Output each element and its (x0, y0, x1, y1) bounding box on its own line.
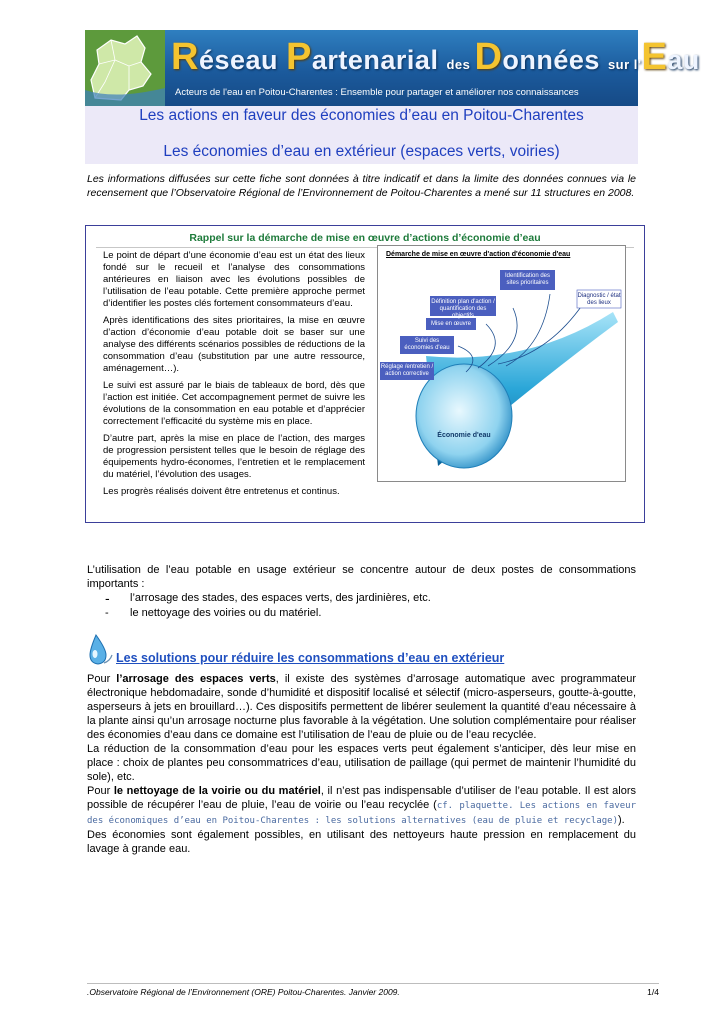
diagram-label-economie: Économie d'eau (437, 432, 491, 439)
page-footer (87, 983, 659, 997)
diagram-title: Démarche de mise en œuvre d'action d'économie d'eau (386, 251, 571, 258)
banner-tagline: Acteurs de l'eau en Poitou-Charentes : Ensemble pour partager et améliorer nos connaissances (175, 87, 579, 98)
diagram-label-diagnostic: Diagnostic / état des lieux (577, 293, 621, 306)
diagram-label-suivi: Suivi des économies d'eau (404, 338, 450, 351)
section-title: Les solutions pour réduire les consommations d’eau en extérieur (116, 651, 505, 665)
page-subtitle: Les économies d’eau en extérieur (espaces verts, voiries) (163, 143, 560, 160)
title-box (85, 106, 638, 164)
process-diagram (377, 245, 626, 482)
header-banner (85, 30, 700, 106)
reminder-paragraph: Les progrès réalisés doivent être entretenus et continus. (103, 486, 340, 497)
paragraph: Pour le nettoyage de la voirie ou du matériel, il n’est pas indispensable d’utiliser de l’eau potable. Il est alors possible de récupérer l’eau de pluie, l’eau de voirie ou l’eau recyclée (cf. plaquette. Les actions en faveur des économiques d’eau en Poitou-Charentes : les solutions alternatives (eau de pluie et recyclage)). (87, 785, 636, 826)
paragraph: Des économies sont également possibles, en utilisant des nettoyeurs haute pression en remplacement du lavage à grande eau. (87, 829, 636, 855)
reminder-text (103, 250, 365, 503)
solutions-text (87, 672, 636, 856)
page-number: 1/4 (647, 987, 659, 997)
reminder-paragraph: Le point de départ d’une économie d’eau est un état des lieux fondé sur le recueil et l’analyse des consommations antérieures en liaison avec les évolutions possibles de l’utilisation de l’eau potable. Cette première approche permet d’identifier les postes clés fortement consommateurs d’eau. (103, 250, 365, 309)
page-title: Les actions en faveur des économies d’eau en Poitou-Charentes (139, 107, 584, 124)
reminder-paragraph: D’autre part, après la mise en place de l’action, des marges de progression persistent telles que le besoin de réglage des équipements hydro-économes, l’entretien et le remplacement du matériel, l’évolution des usages. (103, 433, 365, 480)
region-map-icon (85, 30, 165, 106)
usage-list (105, 591, 431, 621)
reminder-paragraph: Après identifications des sites prioritaires, la mise en œuvre d’action d’économie d’eau potable doit se baser sur une analyse des différents scénarios possibles de réductions de la consommation d’eau (substitution par une autre ressource, aménagement…). (103, 315, 365, 374)
brochure-reference: cf. plaquette. Les actions en faveur des économiques d’eau en Poitou-Charentes : les solutions alternatives (eau de pluie et recyclage) (87, 801, 636, 826)
water-drop-icon (86, 633, 114, 667)
intro-text: Les informations diffusées sur cette fiche sont données à titre indicatif et dans la limite des données connues via le recensement que l’Observatoire Régional de l’Environnement de Poitou-Charentes a mené sur 11 structures en 2008. (87, 173, 636, 199)
list-item: - l’arrosage des stades, des espaces verts, des jardinières, etc. (105, 590, 431, 606)
diagram-label-definition: Définition plan d'action / quantification des objectifs (431, 299, 495, 319)
reminder-paragraph: Le suivi est assuré par le biais de tableaux de bord, dès que l’action est initiée. Cet accompagnement permet de suivre les évolutions de la consommation en eau potable et d’apprécier correctement l’efficacité du système mis en place. (103, 380, 365, 427)
reminder-box (85, 225, 645, 523)
paragraph: Pour l’arrosage des espaces verts, il existe des systèmes d’arrosage automatique avec programmateur électronique hebdomadaire, sonde d’humidité et dispositif localisé et sélectif (micro-asperseurs, goutte-à-goutte, asperseurs à jets en brouillard…). Ces dispositifs permettent de libérer seulement la quantité d’eau nécessaire à la plante ainsi qu’un arrosage nocturne plus favorable à la végétation. Une solution complémentaire pour réaliser des économies d’eau dans ce domaine est l’utilisation de l’eau de pluie ou de l’eau recyclée. (87, 673, 636, 741)
footer-text: .Observatoire Régional de l’Environnement (ORE) Poitou-Charentes. Janvier 2009. (87, 987, 400, 997)
usage-text: L’utilisation de l’eau potable en usage extérieur se concentre autour de deux postes de consommations importants : (87, 564, 636, 590)
diagram-label-identification: Identification des sites prioritaires (504, 273, 551, 286)
reminder-heading: Rappel sur la démarche de mise en œuvre d’actions d’économie d’eau (96, 232, 634, 248)
paragraph: La réduction de la consommation d’eau pour les espaces verts peut également s’anticiper, dès leur mise en place : choix de plantes peu consommatrices d’eau, utilisation de paillage (qui permet de maintenir l’humidité du sole), etc. (87, 743, 636, 783)
brand-title: Réseau Partenarial des Données sur l'Eau (171, 36, 700, 78)
list-item: - le nettoyage des voiries ou du matériel. (105, 607, 322, 619)
diagram-label-reglage: Réglage /entretien / action corrective (380, 364, 434, 377)
diagram-label-mise: Mise en œuvre (430, 321, 471, 327)
